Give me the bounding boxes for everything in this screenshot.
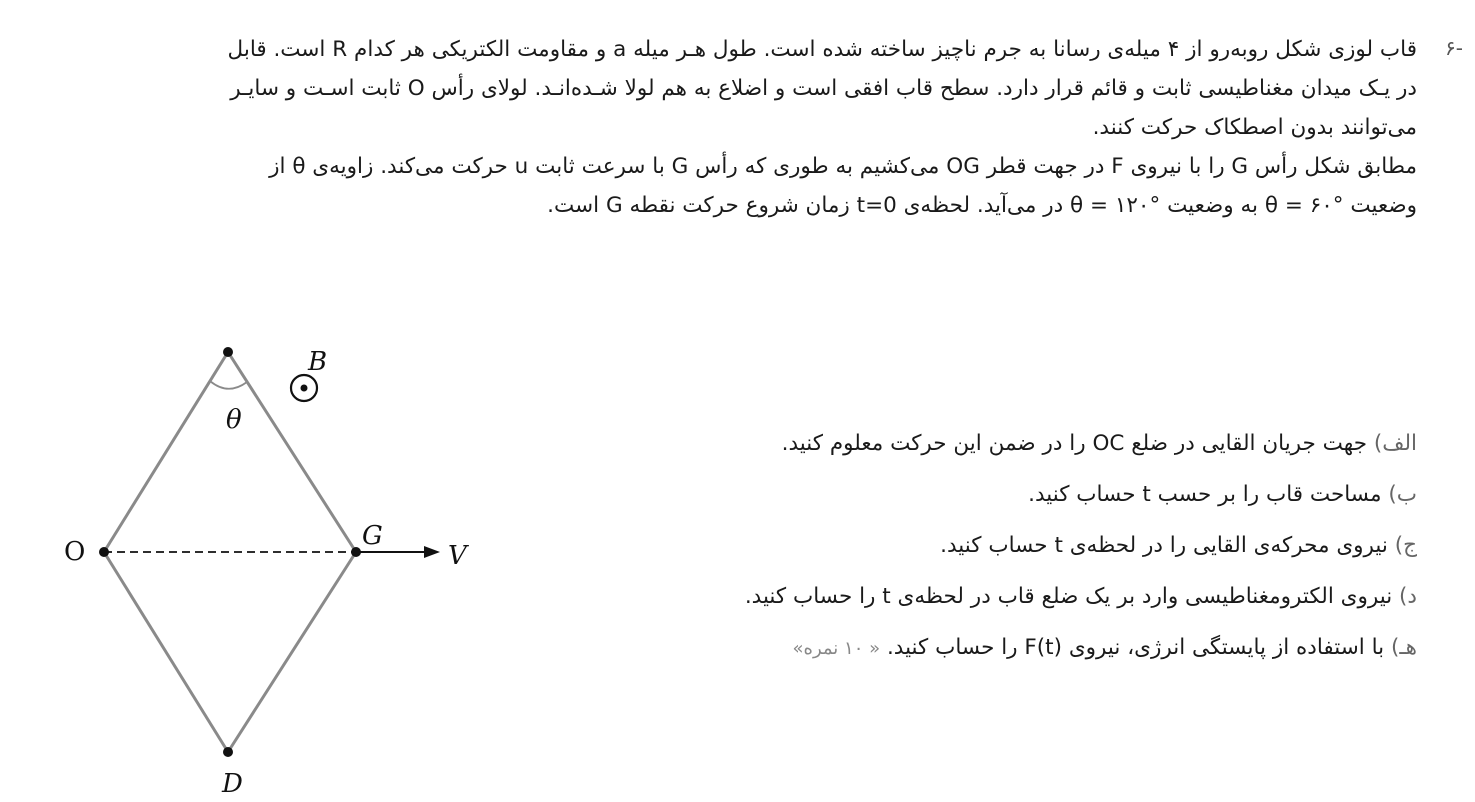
part-label: الف) xyxy=(1373,431,1417,456)
velocity-arrow-head xyxy=(424,546,440,558)
part-dal xyxy=(637,571,1417,622)
part-text: مساحت قاب را بر حسب t حساب کنید. xyxy=(1028,482,1382,507)
side-bottom-right xyxy=(228,552,356,752)
question-stem xyxy=(12,30,1417,225)
question-number: -۶ xyxy=(1445,36,1463,60)
stem-line-4: مطابق شکل رأس G را با نیروی F در جهت قطر OG می‌کشیم به طوری که رأس G با سرعت ثابت u حرکت می‌کند. زاویه‌ی θ از xyxy=(269,154,1417,179)
part-label: د) xyxy=(1399,584,1417,609)
label-d: D xyxy=(222,769,243,798)
part-alef xyxy=(637,418,1417,469)
vertex-d xyxy=(223,747,233,757)
label-b: B xyxy=(308,347,328,377)
part-label: ب) xyxy=(1388,482,1417,507)
part-label: هـ) xyxy=(1390,635,1417,660)
stem-line-5: وضعیت θ = ۶۰° به وضعیت θ = ۱۲۰° در می‌آید. لحظه‌ی t=0 زمان شروع حرکت نقطه G است. xyxy=(547,193,1417,218)
vertex-o xyxy=(99,547,109,557)
angle-arc xyxy=(210,381,247,389)
vertex-top xyxy=(223,347,233,357)
label-v: V xyxy=(448,541,467,571)
part-he xyxy=(637,622,1417,674)
part-jim xyxy=(637,520,1417,571)
vertex-g xyxy=(351,547,361,557)
stem-line-1: قاب لوزی شکل روبه‌رو از ۴ میله‌ی رسانا به جرم ناچیز ساخته شده است. طول هـر میله a و مقاومت الکتریکی هر کدام R است. قابل xyxy=(227,37,1417,62)
question-parts xyxy=(637,418,1417,674)
figure-svg xyxy=(40,330,500,798)
part-text: با استفاده از پایستگی انرژی، نیروی F(t) را حساب کنید. xyxy=(886,635,1385,660)
part-label: ج) xyxy=(1394,533,1417,558)
side-bottom-left xyxy=(104,552,228,752)
label-g: G xyxy=(362,521,383,551)
marks-badge: « ۱۰ نمره» xyxy=(792,638,881,659)
field-dot xyxy=(301,385,308,392)
part-text: نیروی محرکه‌ی القایی را در لحظه‌ی t حساب کنید. xyxy=(940,533,1388,558)
stem-line-2: در یـک میدان مغناطیسی ثابت و قائم قرار دارد. سطح قاب افقی است و اضلاع به هم لولا شـده‌انـد. لولای رأس O ثابت اسـت و سایـر xyxy=(230,76,1417,101)
part-text: جهت جریان القایی در ضلع OC را در ضمن این حرکت معلوم کنید. xyxy=(781,431,1367,456)
label-theta: θ xyxy=(226,405,242,435)
label-o: O xyxy=(64,537,86,567)
part-text: نیروی الکترومغناطیسی وارد بر یک ضلع قاب در لحظه‌ی t را حساب کنید. xyxy=(744,584,1393,609)
rhombus-frame-figure xyxy=(40,330,500,798)
part-be xyxy=(637,469,1417,520)
side-top-left xyxy=(104,352,228,552)
stem-line-3: می‌توانند بدون اصطکاک حرکت کنند. xyxy=(1092,115,1417,140)
